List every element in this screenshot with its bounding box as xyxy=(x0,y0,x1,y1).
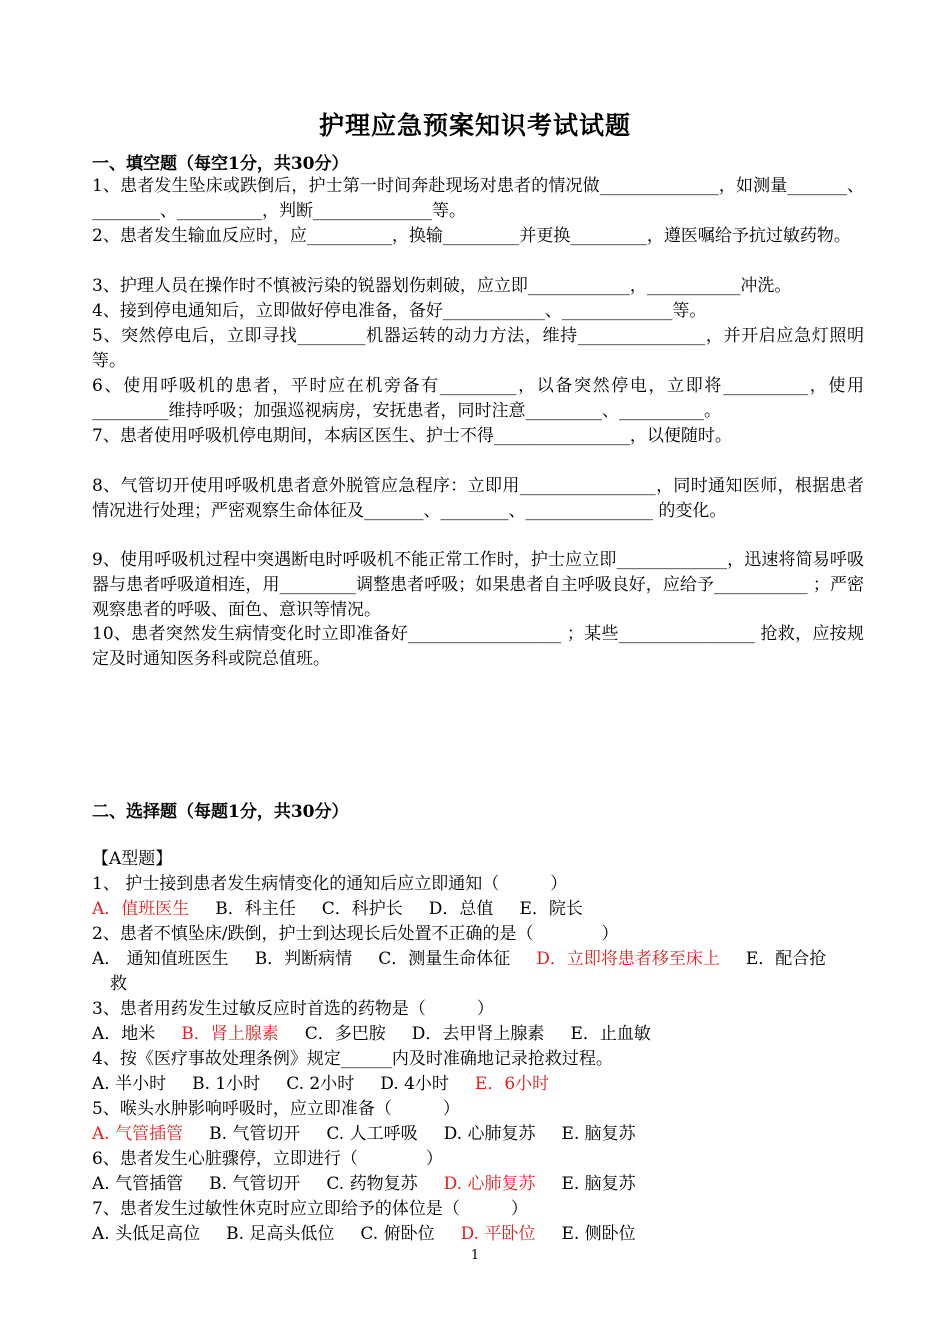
answer-option: B．肾上腺素 xyxy=(181,1024,279,1044)
answer-option: A．值班医生 xyxy=(92,899,190,919)
option: A. 气管插管 xyxy=(92,1174,184,1194)
option: E．院长 xyxy=(519,899,583,919)
option: A．地米 xyxy=(92,1024,156,1044)
option: C．测量生命体征 xyxy=(378,949,511,969)
option: D．总值 xyxy=(428,899,494,919)
options-line xyxy=(92,1122,636,1147)
option: E. 脑复苏 xyxy=(561,1124,636,1144)
option: A. 半小时 xyxy=(92,1074,167,1094)
question-stem: 2、患者不慎坠床/跌倒，护士到达现长后处置不正确的是（ ） xyxy=(92,924,619,944)
fill-blank-question: 3、护理人员在操作时不慎被污染的锐器划伤刺破，应立即____________，___________冲洗。 xyxy=(92,276,792,296)
options-line xyxy=(92,947,826,972)
option: B. 气管切开 xyxy=(209,1124,301,1144)
options-line xyxy=(92,1022,651,1047)
answer-option: D. 心肺复苏 xyxy=(443,1174,536,1194)
answer-option: A. 气管插管 xyxy=(92,1124,184,1144)
question-stem: 7、患者发生过敏性休克时应立即给予的体位是（ ） xyxy=(92,1199,528,1219)
question-stem: 6、患者发生心脏骤停，立即进行（ ） xyxy=(92,1149,443,1169)
fill-blank-question: 4、接到停电通知后，立即做好停电准备，备好____________、_____________等。 xyxy=(92,301,707,321)
option: A． 通知值班医生 xyxy=(92,949,229,969)
option: C．多巴胺 xyxy=(304,1024,386,1044)
question-stem: 3、患者用药发生过敏反应时首选的药物是（ ） xyxy=(92,999,494,1019)
option: D．去甲肾上腺素 xyxy=(411,1024,545,1044)
fill-blank-question: 10、患者突然发生病情变化时立即准备好__________________ ；某些________________ 抢救，应按规定及时通知医务科或院总值班。 xyxy=(92,624,864,669)
option: E．配合抢 xyxy=(745,949,827,969)
option: D. 心肺复苏 xyxy=(443,1124,536,1144)
option: B．判断病情 xyxy=(254,949,353,969)
question-stem: 1、 护士接到患者发生病情变化的通知后应立即通知（ ） xyxy=(92,874,568,894)
page-title: 护理应急预案知识考试试题 xyxy=(318,111,631,140)
fill-blank-question: 9、使用呼吸机过程中突遇断电时呼吸机不能正常工作时，护士应立即_____________，迅速将简易呼吸器与患者呼吸道相连，用_________调整患者呼吸；如果患者自主呼吸良好，应给予___________ ；严密观察患者的呼吸、面色、意识等情况。 xyxy=(92,550,864,620)
options-line-continued: 救 xyxy=(110,974,127,994)
subsection-heading-a-type: 【A型题】 xyxy=(92,849,173,869)
fill-blank-question: 1、患者发生坠床或跌倒后，护士第一时间奔赴现场对患者的情况做______________，如测量_______、________、__________，判断______________等。 xyxy=(92,176,864,221)
option: C．科护长 xyxy=(321,899,403,919)
option: E．止血敏 xyxy=(570,1024,651,1044)
option: B．科主任 xyxy=(215,899,296,919)
option: B. 1小时 xyxy=(192,1074,261,1094)
fill-blank-question: 2、患者发生输血反应时，应__________，换输_________并更换_________，遵医嘱给予抗过敏药物。 xyxy=(92,226,851,246)
option: C. 俯卧位 xyxy=(360,1224,435,1244)
option: C. 人工呼吸 xyxy=(326,1124,418,1144)
option: C. 药物复苏 xyxy=(326,1174,418,1194)
options-line xyxy=(92,1172,636,1197)
option: A. 头低足高位 xyxy=(92,1224,201,1244)
section-heading-multiple-choice: 二、选择题（每题1分，共30分） xyxy=(92,802,349,822)
fill-blank-question: 6、使用呼吸机的患者，平时应在机旁备有_________，以备突然停电，立即将__________，使用_________维持呼吸；加强巡视病房，安抚患者，同时注意_________、__________。 xyxy=(92,376,864,421)
question-stem: 4、按《医疗事故处理条例》规定______内及时准确地记录抢救过程。 xyxy=(92,1049,613,1069)
section-heading-fill-blank: 一、填空题（每空1分，共30分） xyxy=(92,154,349,174)
options-line xyxy=(92,1072,549,1097)
option: E. 侧卧位 xyxy=(561,1224,636,1244)
options-line xyxy=(92,897,583,922)
answer-option: E．6小时 xyxy=(474,1074,550,1094)
option: B. 足高头低位 xyxy=(226,1224,335,1244)
fill-blank-question: 8、气管切开使用呼吸机患者意外脱管应急程序：立即用________________，同时通知医师，根据患者情况进行处理；严密观察生命体征及_______、________、_______________ 的变化。 xyxy=(92,476,864,521)
fill-blank-question: 7、患者使用呼吸机停电期间，本病区医生、护士不得________________，以便随时。 xyxy=(92,426,732,446)
answer-option: D．立即将患者移至床上 xyxy=(536,949,720,969)
question-stem: 5、喉头水肿影响呼吸时，应立即准备（ ） xyxy=(92,1099,460,1119)
fill-blank-question: 5、突然停电后，立即寻找________机器运转的动力方法，维持_______________，并开启应急灯照明等。 xyxy=(92,326,864,371)
page-number: 1 xyxy=(470,1248,480,1263)
answer-option: D. 平卧位 xyxy=(460,1224,536,1244)
option: B. 气管切开 xyxy=(209,1174,301,1194)
option: E. 脑复苏 xyxy=(561,1174,636,1194)
option: D. 4小时 xyxy=(380,1074,449,1094)
options-line xyxy=(92,1222,636,1247)
option: C. 2小时 xyxy=(286,1074,355,1094)
